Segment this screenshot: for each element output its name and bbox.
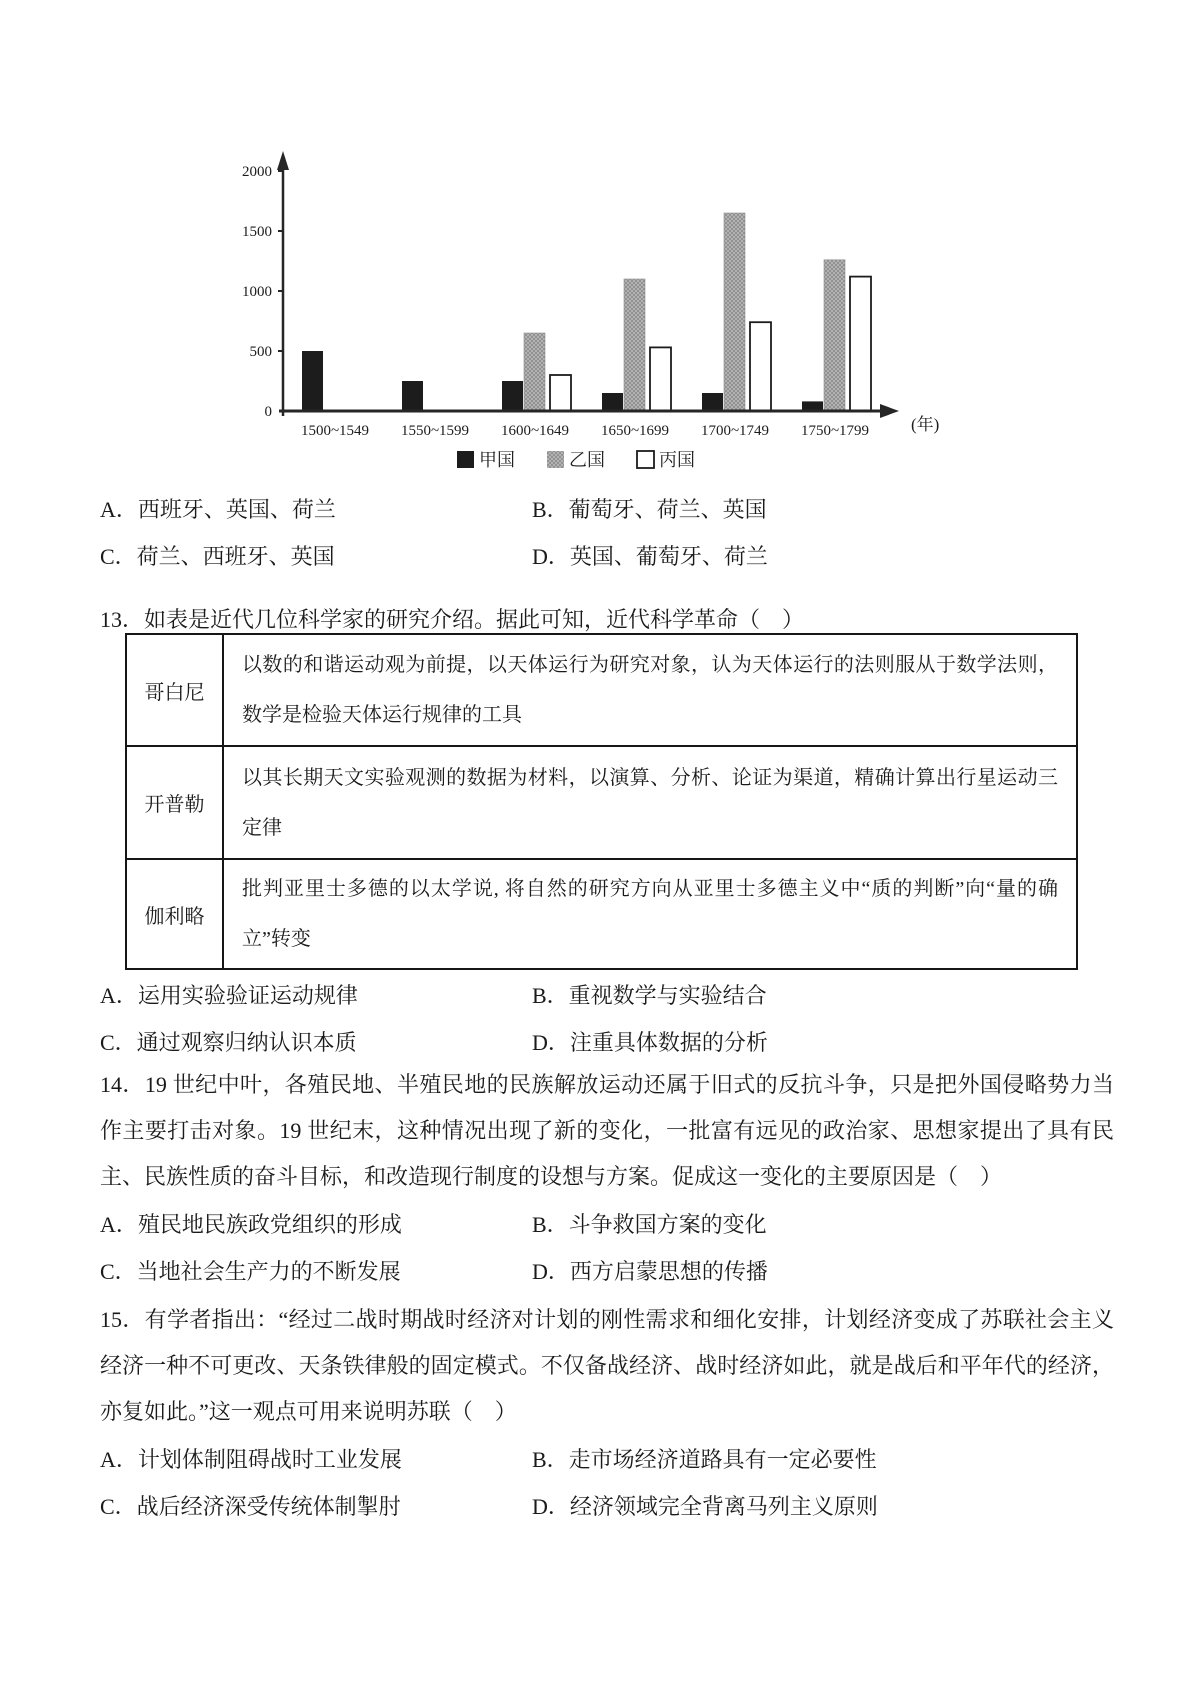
- y-tick-label-1000: 1000: [242, 284, 272, 300]
- scientist-desc: 以数的和谐运动观为前提，以天体运行为研究对象，认为天体运行的法则服从于数学法则，数学是检验天体运行规律的工具: [223, 634, 1077, 746]
- q14-option-a: A．殖民地民族政党组织的形成: [100, 1212, 402, 1237]
- bar-chart-svg: [225, 138, 965, 488]
- x-axis-unit-label: (年): [911, 415, 940, 434]
- bar-丙国-1750~1799: [850, 277, 871, 411]
- bar-乙国-1700~1749: [724, 213, 745, 411]
- scientist-desc: 以其长期天文实验观测的数据为材料，以演算、分析、论证为渠道，精确计算出行星运动三定律: [223, 746, 1077, 859]
- legend-swatch-icon: [457, 451, 474, 468]
- q14-option-b: B．斗争救国方案的变化: [532, 1212, 767, 1237]
- question-13-stem: 13．如表是近代几位科学家的研究介绍。据此可知，近代科学革命（ ）: [100, 607, 805, 632]
- q13-option-a: A．运用实验验证运动规律: [100, 983, 358, 1008]
- scientist-name: 伽利略: [126, 859, 223, 969]
- legend-item-丙国: [637, 450, 695, 470]
- scientist-name: 开普勒: [126, 746, 223, 859]
- q15-option-c: C．战后经济深受传统体制掣肘: [100, 1494, 401, 1519]
- legend-label: 丙国: [659, 450, 695, 470]
- bar-乙国-1650~1699: [624, 279, 645, 411]
- q13-options: [100, 983, 1110, 1056]
- x-axis-arrow-icon: [880, 404, 899, 418]
- x-tick-label-0: 1500~1549: [300, 423, 370, 439]
- bar-丙国-1700~1749: [750, 322, 771, 411]
- y-axis-arrow-icon: [277, 151, 289, 170]
- q15-option-b: B．走市场经济道路具有一定必要性: [532, 1447, 877, 1472]
- q13-option-d: D．注重具体数据的分析: [532, 1030, 768, 1055]
- bar-chart: [225, 138, 965, 488]
- bar-丙国-1650~1699: [650, 347, 671, 411]
- y-tick-label-500: 500: [249, 344, 272, 360]
- x-tick-label-4: 1700~1749: [700, 423, 770, 439]
- scientist-desc: 批判亚里士多德的以太学说, 将自然的研究方向从亚里士多德主义中“质的判断”向“量的确立”转变: [223, 859, 1077, 969]
- x-tick-label-3: 1650~1699: [600, 423, 670, 439]
- x-tick-label-5: 1750~1799: [800, 423, 870, 439]
- bar-甲国-1650~1699: [602, 393, 623, 411]
- bar-甲国-1500~1549: [302, 351, 323, 411]
- legend-label: 甲国: [479, 450, 515, 470]
- table-row: [126, 746, 1077, 859]
- bar-乙国-1750~1799: [824, 260, 845, 411]
- q12-option-a: A．西班牙、英国、荷兰: [100, 497, 336, 522]
- bar-甲国-1550~1599: [402, 381, 423, 411]
- y-tick-label-1500: 1500: [242, 224, 272, 240]
- legend-item-乙国: [547, 450, 605, 470]
- legend-item-甲国: [457, 450, 515, 470]
- q14-option-c: C．当地社会生产力的不断发展: [100, 1259, 401, 1284]
- q15-option-a: A．计划体制阻碍战时工业发展: [100, 1447, 402, 1472]
- scientist-name: 哥白尼: [126, 634, 223, 746]
- q15-option-d: D．经济领域完全背离马列主义原则: [532, 1494, 878, 1519]
- q13-option-c: C．通过观察归纳认识本质: [100, 1030, 357, 1055]
- q12-option-b: B．葡萄牙、荷兰、英国: [532, 497, 767, 522]
- bar-甲国-1700~1749: [702, 393, 723, 411]
- y-tick-label-0: 0: [264, 404, 272, 420]
- q12-option-c: C．荷兰、西班牙、英国: [100, 544, 335, 569]
- legend-swatch-icon: [637, 451, 654, 468]
- q14-options: [100, 1212, 1110, 1285]
- table-row: [126, 634, 1077, 746]
- scientists-table: [125, 633, 1078, 970]
- x-tick-label-1: 1550~1599: [400, 423, 470, 439]
- q12-options: [100, 497, 1110, 570]
- legend-swatch-icon: [547, 451, 564, 468]
- y-tick-label-2000: 2000: [242, 164, 272, 180]
- x-tick-label-2: 1600~1649: [500, 423, 570, 439]
- q15-options: [100, 1447, 1110, 1520]
- question-14-stem: 14．19 世纪中叶，各殖民地、半殖民地的民族解放运动还属于旧式的反抗斗争，只是把外国侵略势力当作主要打击对象。19 世纪末，这种情况出现了新的变化，一批富有远见的政治家、思想家提出了具有民主、民族性质的奋斗目标，和改造现行制度的设想与方案。促成这一变化的主要原因是（ ）: [100, 1072, 1114, 1189]
- bar-丙国-1600~1649: [550, 375, 571, 411]
- bar-甲国-1600~1649: [502, 381, 523, 411]
- table-row: [126, 859, 1077, 969]
- question-15-stem: 15．有学者指出：“经过二战时期战时经济对计划的刚性需求和细化安排，计划经济变成了苏联社会主义经济一种不可更改、天条铁律般的固定模式。不仅备战经济、战时经济如此，就是战后和平年代的经济，亦复如此。”这一观点可用来说明苏联（ ）: [100, 1307, 1114, 1424]
- q12-option-d: D．英国、葡萄牙、荷兰: [532, 544, 768, 569]
- legend-label: 乙国: [569, 450, 605, 470]
- q14-option-d: D．西方启蒙思想的传播: [532, 1259, 768, 1284]
- bar-乙国-1600~1649: [524, 333, 545, 411]
- q13-option-b: B．重视数学与实验结合: [532, 983, 767, 1008]
